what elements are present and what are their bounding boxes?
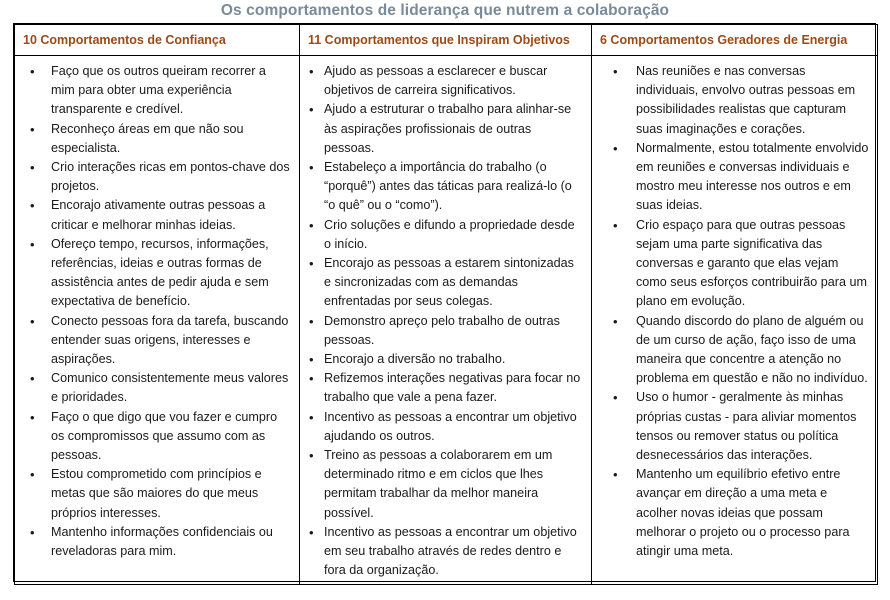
- cell-confianca: [15, 56, 300, 585]
- list-objetivos: [300, 56, 591, 584]
- list-item: • Estou comprometido com princípios e metas que são maiores do que meus próprios interesses.: [29, 465, 293, 523]
- list-item: • Ofereço tempo, recursos, informações, referências, ideias e outras formas de assistência antes de pedir ajuda e sem expectativa de benefício.: [29, 235, 293, 312]
- column-header-energia: 6 Comportamentos Geradores de Energia: [592, 25, 878, 56]
- list-item: • Quando discordo do plano de alguém ou de um curso de ação, faço isso de uma maneira que concentre a atenção no problema em questão e não no indivíduo.: [612, 312, 871, 389]
- behaviors-table: [14, 24, 878, 585]
- list-item: • Ajudo a estruturar o trabalho para alinhar-se às aspirações profissionais de outras pessoas.: [308, 100, 585, 158]
- list-item: • Encorajo a diversão no trabalho.: [308, 350, 585, 369]
- list-item: • Crio espaço para que outras pessoas sejam uma parte significativa das conversas e garanto que elas vejam como seus esforços contribuirão para um plano em evolução.: [612, 216, 871, 312]
- cell-objetivos: [300, 56, 592, 585]
- list-item: • Conecto pessoas fora da tarefa, buscando entender suas origens, interesses e aspirações.: [29, 312, 293, 370]
- column-header-objetivos: 11 Comportamentos que Inspiram Objetivos: [300, 25, 592, 56]
- list-item: • Encorajo ativamente outras pessoas a criticar e melhorar minhas ideias.: [29, 196, 293, 234]
- cell-energia: [592, 56, 878, 585]
- list-item: • Normalmente, estou totalmente envolvido em reuniões e conversas individuais e mostro meu interesse nos outros e em suas ideias.: [612, 139, 871, 216]
- list-item: • Reconheço áreas em que não sou especialista.: [29, 120, 293, 158]
- list-item: • Mantenho um equilíbrio efetivo entre avançar em direção a uma meta e acolher novas ideias que possam melhorar o projeto ou o processo para atingir uma meta.: [612, 465, 871, 561]
- list-item: • Treino as pessoas a colaborarem em um determinado ritmo e em ciclos que lhes permitam trabalhar da melhor maneira possível.: [308, 446, 585, 523]
- list-item: • Crio soluções e difundo a propriedade desde o início.: [308, 216, 585, 254]
- behaviors-table-container: [13, 23, 876, 582]
- list-item: • Encorajo as pessoas a estarem sintonizadas e sincronizadas com as demandas enfrentadas por seus colegas.: [308, 254, 585, 312]
- list-item: • Comunico consistentemente meus valores e prioridades.: [29, 369, 293, 407]
- list-confianca: [15, 56, 299, 565]
- list-item: • Uso o humor - geralmente às minhas próprias custas - para aliviar momentos tensos ou remover status ou política desnecessários das interações.: [612, 388, 871, 465]
- list-item: • Ajudo as pessoas a esclarecer e buscar objetivos de carreira significativos.: [308, 62, 585, 100]
- list-item: • Faço que os outros queiram recorrer a mim para obter uma experiência transparente e credível.: [29, 62, 293, 120]
- list-item: • Incentivo as pessoas a encontrar um objetivo ajudando os outros.: [308, 408, 585, 446]
- table-body: [15, 56, 878, 585]
- cell-objetivos-content: [300, 56, 591, 584]
- list-item: • Incentivo as pessoas a encontrar um objetivo em seu trabalho através de redes dentro e fora da organização.: [308, 523, 585, 581]
- table-header-row: [15, 25, 878, 56]
- page-title: Os comportamentos de liderança que nutrem a colaboração: [220, 2, 670, 19]
- list-item: • Demonstro apreço pelo trabalho de outras pessoas.: [308, 312, 585, 350]
- cell-confianca-content: [15, 56, 299, 584]
- list-item: • Faço o que digo que vou fazer e cumpro os compromissos que assumo com as pessoas.: [29, 408, 293, 466]
- list-item: • Crio interações ricas em pontos-chave dos projetos.: [29, 158, 293, 196]
- table-header-row-group: [15, 25, 878, 56]
- list-item: • Mantenho informações confidenciais ou reveladoras para mim.: [29, 523, 293, 561]
- list-item: • Nas reuniões e nas conversas individuais, envolvo outras pessoas em possibilidades realistas que capturam suas imaginações e corações.: [612, 62, 871, 139]
- cell-energia-content: [592, 56, 877, 584]
- column-header-confianca: 10 Comportamentos de Confiança: [15, 25, 300, 56]
- list-item: • Estabeleço a importância do trabalho (o “porquê”) antes das táticas para realizá-lo (o “o quê” ou o “como”).: [308, 158, 585, 216]
- list-item: • Refizemos interações negativas para focar no trabalho que vale a pena fazer.: [308, 369, 585, 407]
- list-energia: [592, 56, 877, 565]
- table-row: [15, 56, 878, 585]
